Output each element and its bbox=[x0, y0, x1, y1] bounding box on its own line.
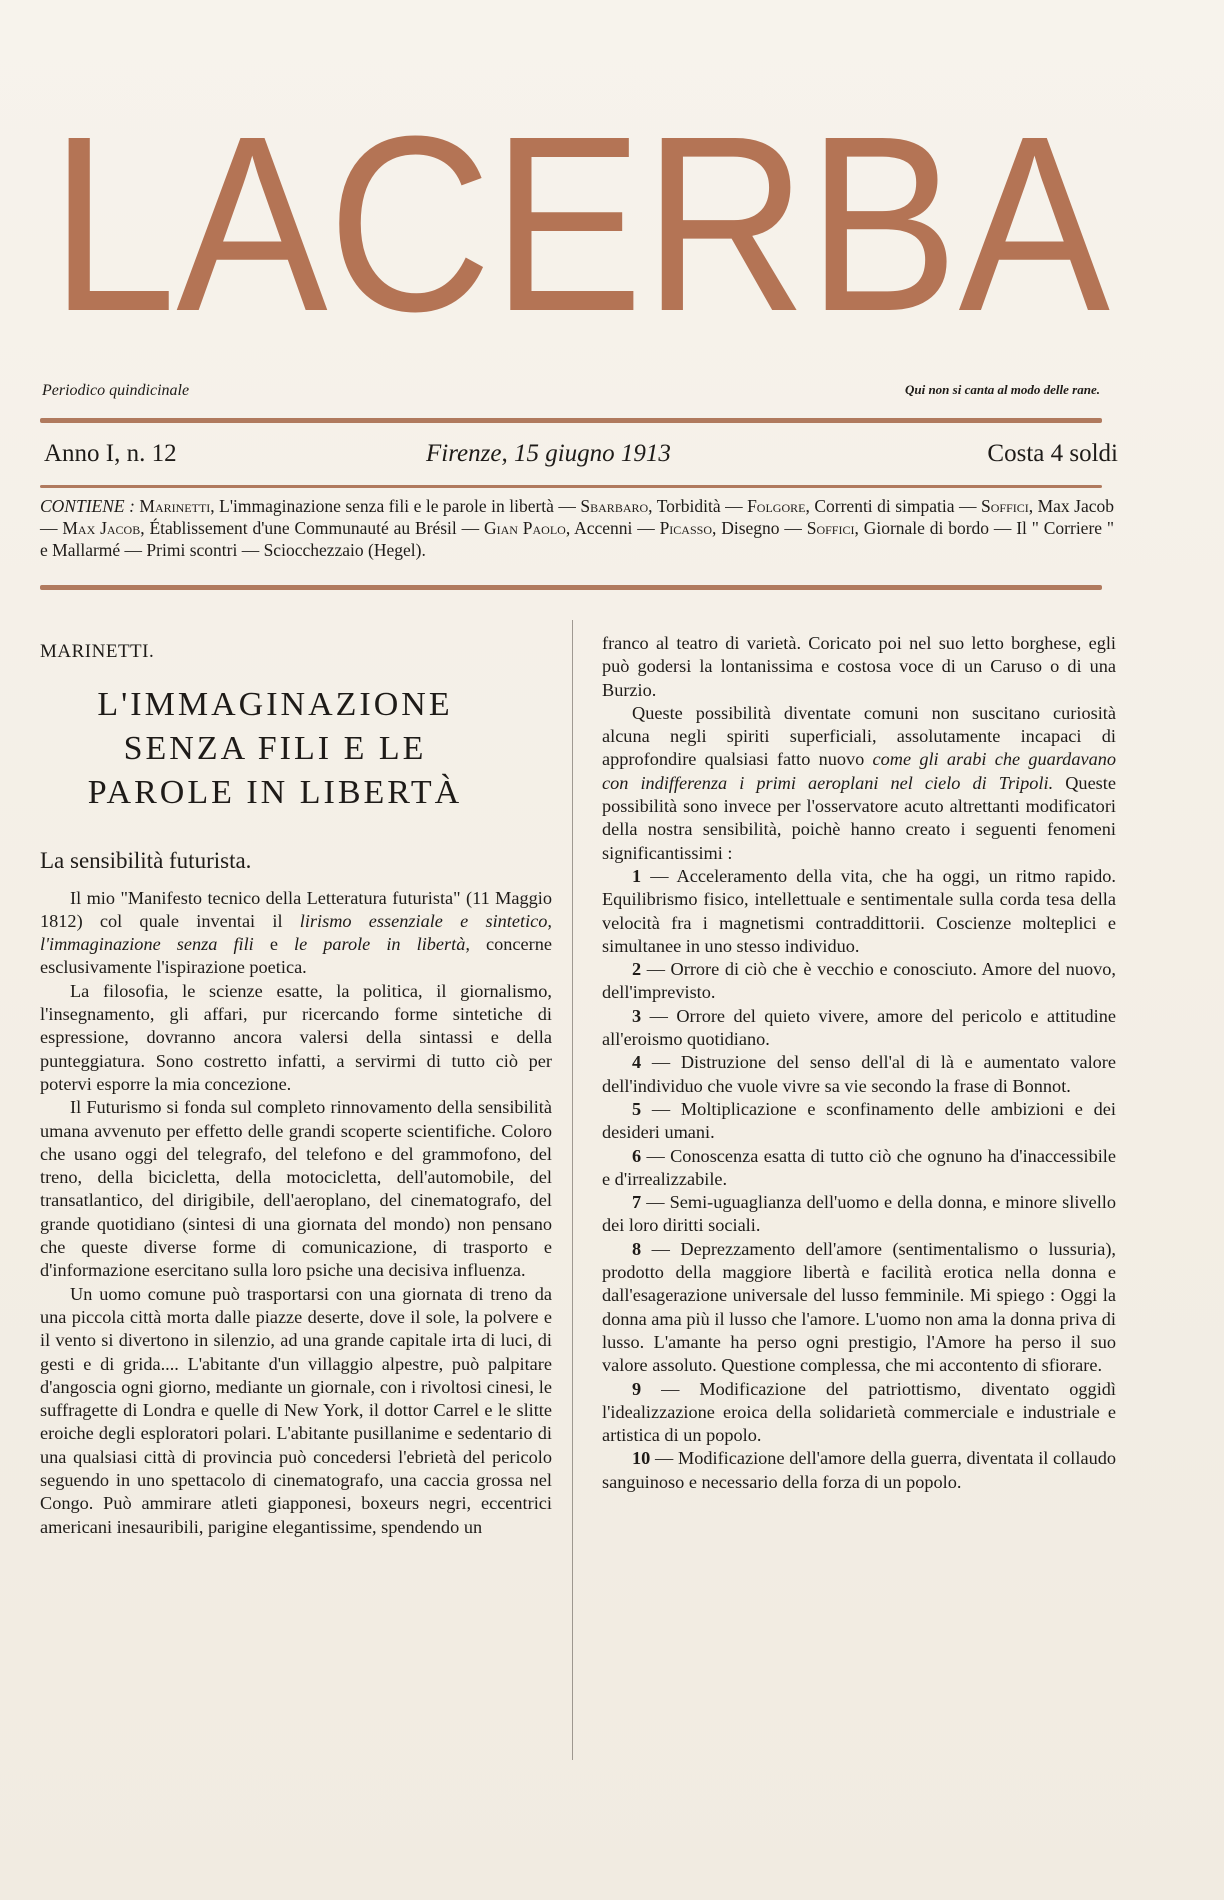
item-text: — Orrore del quieto vivere, amore del pericolo e attitudine all'eroismo quotidiano. bbox=[602, 1005, 1116, 1050]
list-item bbox=[602, 1098, 1116, 1145]
contents-title: Giornale di bordo bbox=[863, 518, 990, 538]
list-item bbox=[602, 1378, 1116, 1448]
contents-item: — Picasso, Disegno bbox=[632, 518, 780, 538]
item-text: — Conoscenza esatta di tutto ciò che ognuno ha d'inaccessibile e d'irrealizzabile. bbox=[602, 1145, 1116, 1189]
contents-author: Soffici bbox=[981, 496, 1029, 516]
item-number: 9 bbox=[632, 1378, 642, 1399]
item-number: 10 bbox=[632, 1448, 651, 1469]
contents-author: Max Jacob bbox=[62, 518, 141, 538]
contents-label: CONTIENE : bbox=[40, 496, 135, 516]
item-number: 6 bbox=[632, 1145, 642, 1166]
periodicity-label: Periodico quindicinale bbox=[42, 382, 190, 399]
item-number: 7 bbox=[632, 1192, 642, 1213]
issue-date: Firenze, 15 giugno 1913 bbox=[426, 440, 671, 467]
masthead bbox=[40, 118, 1120, 328]
issue-price: Costa 4 soldi bbox=[987, 440, 1118, 467]
list-item bbox=[602, 1051, 1116, 1098]
contents-item: — Gian Paolo, Accenni bbox=[456, 518, 633, 538]
paragraph: Un uomo comune può trasportarsi con una giornata di treno da una piccola città morta dalle piazze deserte, dove il sole, la polvere e il vento si divertono in silenzio, ad una grande capitale irta di luci, di gesti e di grida.... L'abitante d'un villaggio alpestre, può palpitare d'angoscia ogni giorno, mediante un giornale, con i rivoltosi cinesi, le suffragette di Londra e quelle di New York, il dottor Carrel e le slitte eroiche degli esploratori polari. L'abitante pusillanime e sedentario di una qualsiasi città di provincia può concedersi l'ebrietà del pericolo seguendo in uno spettacolo di cinematografo, una caccia grossa nel Congo. Può ammirare atleti giapponesi, boxeurs negri, eccentrici americani inesauribili, parigine elegantissime, spendendo un bbox=[40, 1283, 552, 1537]
contents-item: — Il " Corriere " e Mallarmé bbox=[40, 518, 1115, 560]
article-title bbox=[50, 683, 500, 815]
contents-item: — Primi scontri bbox=[120, 540, 238, 560]
title-line: PAROLE IN LIBERTÀ bbox=[87, 774, 463, 812]
list-item bbox=[602, 1447, 1116, 1494]
rule-top bbox=[40, 418, 1102, 423]
masthead-logo bbox=[40, 118, 1120, 328]
contents-title: Max Jacob bbox=[1037, 496, 1115, 516]
contents-author: Marinetti bbox=[139, 496, 211, 516]
contents-item: — Sciocchezzaio (Hegel). bbox=[237, 540, 426, 560]
item-text: — Orrore di ciò che è vecchio e conosciuto. Amore del nuovo, dell'imprevisto. bbox=[602, 959, 1116, 1003]
list-item bbox=[602, 958, 1116, 1005]
contents-item: — Max Jacob, Établissement d'une Communauté au Brésil bbox=[40, 518, 457, 538]
column-right bbox=[602, 632, 1116, 1494]
contents-title: Établissement d'une Communauté au Brésil bbox=[149, 518, 457, 538]
table-of-contents bbox=[40, 495, 1114, 561]
contents-item: — Sbarbaro, Torbidità bbox=[553, 496, 721, 516]
paragraph: La filosofia, le scienze esatte, la politica, il giornalismo, l'insegnamento, gli affari, pur ricercando forme sintetiche di espressione, dovranno ancora valersi della sintassi e della punteggiatura. Sono costretto infatti, a servirmi di tutto ciò per potervi esporre la mia concezione. bbox=[40, 980, 552, 1094]
contents-list bbox=[40, 496, 1114, 560]
paragraph: Il mio "Manifesto tecnico della Letteratura futurista" (11 Maggio 1812) col quale inventai il lirismo essenziale e sintetico, l'immaginazione senza fili e le parole in libertà, concerne esclusivamente l'ispirazione poetica. bbox=[40, 887, 552, 978]
item-text: — Moltiplicazione e sconfinamento delle ambizioni e dei desideri umani. bbox=[602, 1098, 1116, 1143]
list-item bbox=[602, 1005, 1116, 1052]
contents-title: Sciocchezzaio (Hegel). bbox=[263, 540, 426, 560]
contents-item: Marinetti, L'immaginazione senza fili e le parole in libertà bbox=[139, 496, 554, 516]
contents-title: Torbidità bbox=[656, 496, 721, 516]
item-number: 2 bbox=[632, 959, 642, 980]
contents-author: Picasso bbox=[659, 518, 712, 538]
item-text: — Modificazione del patriottismo, diventato oggidì l'idealizzazione eroica della solidarietà commerciale e industriale e artistica di un popolo. bbox=[602, 1378, 1116, 1446]
contents-title: Disegno bbox=[721, 518, 780, 538]
contents-item: — Folgore, Correnti di simpatia bbox=[720, 496, 955, 516]
contents-author: Gian Paolo bbox=[483, 518, 566, 538]
item-text: — Modificazione dell'amore della guerra, diventata il collaudo sanguinoso e necessario della forza di un popolo. bbox=[602, 1448, 1116, 1492]
title-line: L'IMMAGINAZIONE bbox=[97, 686, 453, 724]
column-left bbox=[40, 628, 552, 1539]
list-item bbox=[602, 865, 1116, 958]
paragraph: Queste possibilità diventate comuni non suscitano curiosità alcuna negli spiriti superficiali, assolutamente incapaci di approfondire qualsiasi fatto nuovo come gli arabi che guardavano con indifferenza i primi aeroplani nel cielo di Tripoli. Queste possibilità sono invece per l'osservatore acuto altrettanti modificatori della nostra sensibilità, poichè hanno creato i seguenti fenomeni significantissimi : bbox=[602, 702, 1116, 863]
paragraph: franco al teatro di varietà. Coricato poi nel suo letto borghese, egli può godersi la lontanissima e costosa voce di un Caruso o di una Burzio. bbox=[602, 633, 1116, 700]
item-number: 4 bbox=[632, 1052, 642, 1073]
list-item bbox=[602, 1145, 1116, 1192]
issue-number: Anno I, n. 12 bbox=[44, 440, 177, 467]
column-divider bbox=[572, 620, 573, 1760]
paragraph: Il Futurismo si fonda sul completo rinnovamento della sensibilità umana avvenuto per effetto delle grandi scoperte scientifiche. Coloro che usano oggi del telegrafo, del telefono e del grammofono, del treno, della bicicletta, della motocicletta, dell'automobile, del transatlantico, del dirigibile, dell'aeroplano, del cinematografo, del grande quotidiano (sintesi di una giornata del mondo) non pensano che queste diverse forme di comunicazione, di trasporto e d'informazione esercitano sulla loro psiche una decisiva influenza. bbox=[40, 1097, 552, 1281]
rule-bottom bbox=[40, 585, 1102, 590]
contents-author: Folgore bbox=[747, 496, 806, 516]
contents-author: Soffici bbox=[806, 518, 855, 538]
contents-title: Accenni bbox=[574, 518, 633, 538]
article-author: MARINETTI. bbox=[40, 641, 155, 662]
item-text: — Deprezzamento dell'amore (sentimentalismo o lussuria), prodotto della maggiore libertà e facilità erotica nella donna e dall'esagerazione universale del lusso femminile. Mi spiego : Oggi la donna ama più il lusso che l'amore. L'uomo non ama la donna priva di lusso. L'amante ha perso ogni prestigio, l'Amore ha perso il suo valore assoluto. Questione complessa, che mi accontento di sfiorare. bbox=[602, 1238, 1116, 1376]
title-line: SENZA FILI E LE bbox=[123, 730, 427, 768]
item-text: — Distruzione del senso dell'al di là e aumentato valore dell'individuo che vuole vivre sa vie secondo la frase di Bonnot. bbox=[602, 1052, 1116, 1096]
masthead-title: LACERBA bbox=[50, 118, 1111, 328]
contents-title: Primi scontri bbox=[146, 540, 238, 560]
list-item bbox=[602, 1191, 1116, 1238]
rule-middle bbox=[40, 485, 1102, 488]
item-text: — Acceleramento della vita, che ha oggi, un ritmo rapido. Equilibrismo fisico, intellettuale e sentimentale sulla corda tesa della velocità fra i magnetismi contraddittorii. Coscienze molteplici e simultanee in uno stesso individuo. bbox=[602, 865, 1116, 956]
contents-title: Correnti di simpatia bbox=[814, 496, 955, 516]
motto: Qui non si canta al modo delle rane. bbox=[904, 382, 1100, 397]
item-number: 3 bbox=[632, 1005, 642, 1026]
item-number: 1 bbox=[632, 865, 642, 886]
item-number: 8 bbox=[632, 1238, 642, 1259]
phenomena-list bbox=[602, 865, 1116, 1494]
list-item bbox=[602, 1238, 1116, 1378]
contents-item: — Soffici, Giornale di bordo bbox=[779, 518, 990, 538]
item-text: — Semi-uguaglianza dell'uomo e della donna, e minore slivello dei loro diritti sociali. bbox=[602, 1192, 1116, 1236]
contents-title: Il " Corriere " e Mallarmé bbox=[40, 518, 1115, 560]
contents-title: L'immaginazione senza fili e le parole in libertà bbox=[219, 496, 554, 516]
contents-author: Sbarbaro bbox=[580, 496, 649, 516]
contents-item: — Soffici, Max Jacob bbox=[954, 496, 1115, 516]
section-heading: La sensibilità futurista. bbox=[40, 848, 252, 874]
item-number: 5 bbox=[632, 1098, 642, 1119]
